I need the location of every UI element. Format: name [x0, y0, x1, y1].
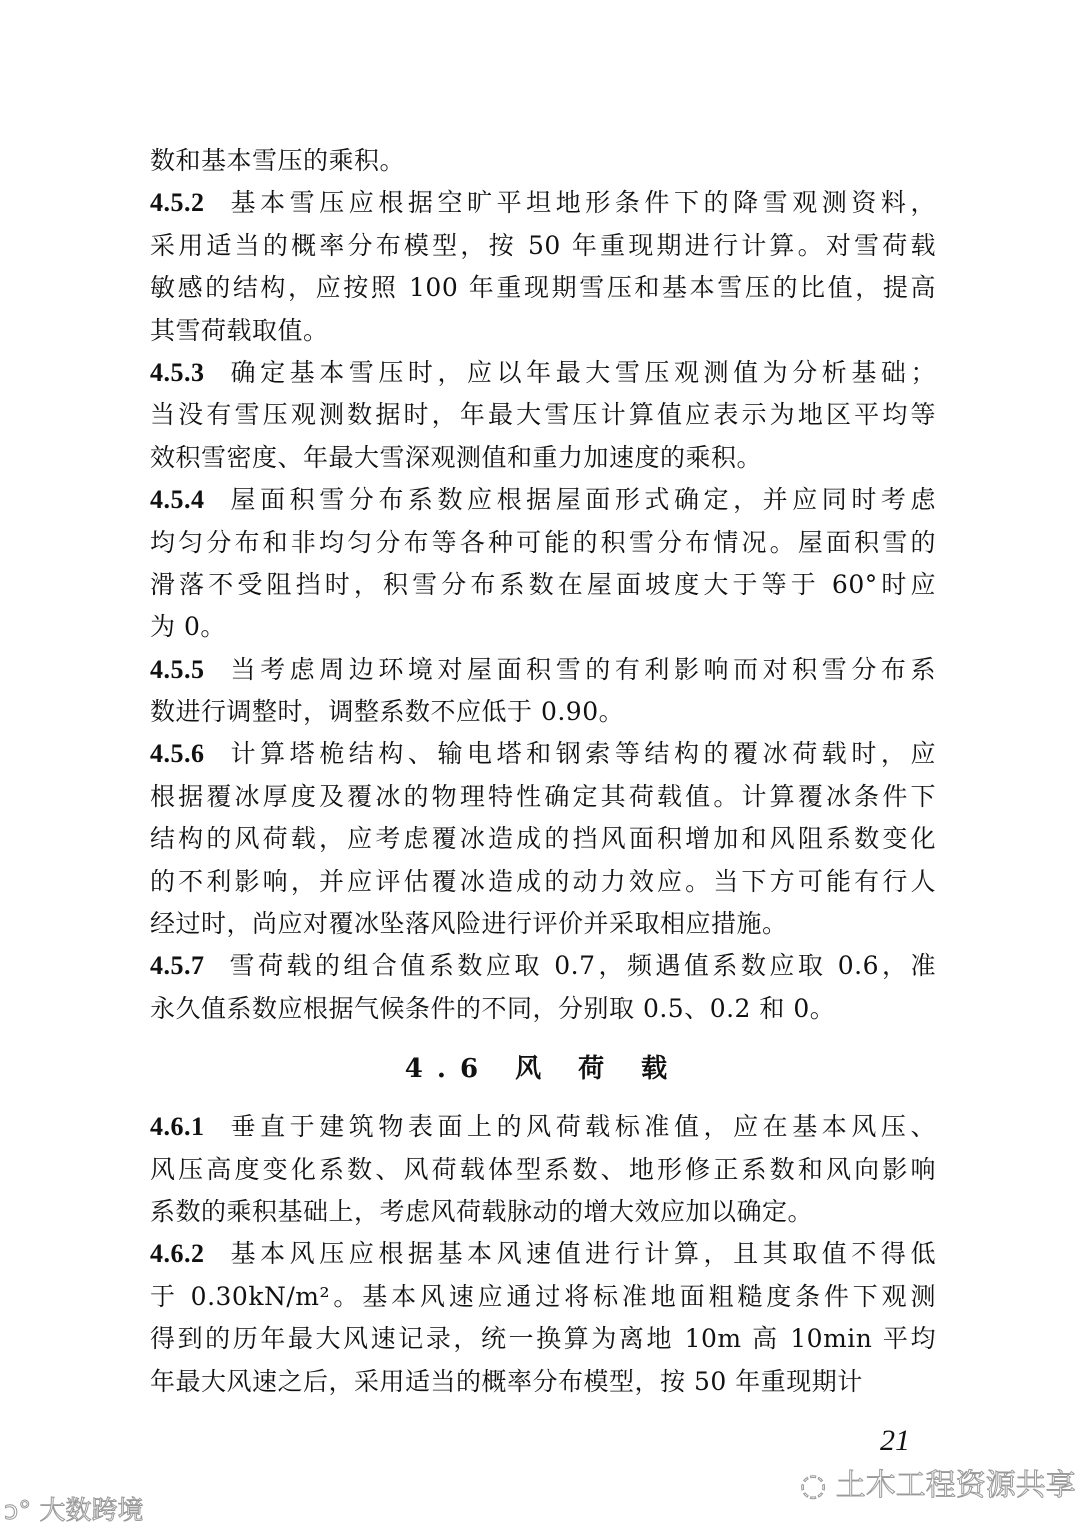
section-4-6-text — [150, 1106, 936, 1403]
text-line — [150, 1106, 936, 1148]
line-text: 敏感的结构，应按照 100 年重现期雪压和基本雪压的比值，提高 — [150, 273, 936, 303]
section-4-5-text — [150, 140, 936, 1030]
paragraph — [150, 945, 936, 1030]
text-line — [150, 564, 936, 606]
clause-number: 4.5.2 — [150, 188, 205, 218]
line-text: 于 0.30kN/m²。基本风速应通过将标准地面粗糙度条件下观测 — [150, 1281, 936, 1311]
paragraph — [150, 140, 936, 182]
paragraph — [150, 1233, 936, 1403]
wechat-icon: ◌ — [800, 1468, 836, 1503]
line-text: 数和基本雪压的乘积。 — [150, 146, 406, 175]
text-line — [150, 691, 936, 733]
text-line — [150, 140, 936, 182]
line-text: 屋面积雪分布系数应根据屋面形式确定，并应同时考虑 — [226, 485, 936, 515]
line-text: 当考虑周边环境对屋面积雪的有利影响而对积雪分布系 — [226, 654, 936, 684]
text-line — [150, 437, 936, 479]
line-text: 为 0。 — [150, 612, 226, 642]
line-text: 效积雪密度、年最大雪深观测值和重力加速度的乘积。 — [150, 442, 763, 472]
paragraph — [150, 479, 936, 649]
line-text: 其雪荷载取值。 — [150, 315, 329, 345]
line-text: 永久值系数应根据气候条件的不同，分别取 0.5、0.2 和 0。 — [150, 993, 836, 1023]
line-text: 基本雪压应根据空旷平坦地形条件下的降雪观测资料， — [226, 188, 936, 218]
text-line — [150, 733, 936, 775]
text-line — [150, 310, 936, 352]
paragraph — [150, 649, 936, 734]
clause-number: 4.5.5 — [150, 654, 205, 684]
clause-number: 4.6.1 — [150, 1112, 205, 1142]
line-text: 风压高度变化系数、风荷载体型系数、地形修正系数和风向影响 — [150, 1154, 936, 1184]
line-text: 数进行调整时，调整系数不应低于 0.90。 — [150, 697, 625, 727]
text-line — [150, 945, 936, 987]
text-line — [150, 394, 936, 436]
line-text: 垂直于建筑物表面上的风荷载标准值，应在基本风压、 — [226, 1112, 936, 1142]
line-text: 年最大风速之后，采用适当的概率分布模型，按 50 年重现期计 — [150, 1366, 863, 1396]
text-line — [150, 352, 936, 394]
line-text: 结构的风荷载，应考虑覆冰造成的挡风面积增加和风阻系数变化 — [150, 824, 936, 854]
text-line — [150, 649, 936, 691]
document-body — [150, 140, 936, 1403]
text-line — [150, 1191, 936, 1233]
line-text: 计算塔桅结构、输电塔和钢索等结构的覆冰荷载时，应 — [226, 739, 936, 769]
line-text: 基本风压应根据基本风速值进行计算，且其取值不得低 — [226, 1239, 936, 1269]
line-text: 确定基本雪压时，应以年最大雪压观测值为分析基础； — [226, 357, 936, 387]
clause-number: 4.5.7 — [150, 951, 205, 981]
clause-number: 4.6.2 — [150, 1239, 205, 1269]
line-text: 得到的历年最大风速记录，统一换算为离地 10m 高 10min 平均 — [150, 1324, 936, 1354]
text-line — [150, 988, 936, 1030]
text-line — [150, 522, 936, 564]
text-line — [150, 479, 936, 521]
line-text: 均匀分布和非均匀分布等各种可能的积雪分布情况。屋面积雪的 — [150, 527, 936, 557]
text-line — [150, 1149, 936, 1191]
line-text: 的不利影响，并应评估覆冰造成的动力效应。当下方可能有行人 — [150, 866, 936, 896]
text-line — [150, 225, 936, 267]
line-text: 采用适当的概率分布模型，按 50 年重现期进行计算。对雪荷载 — [150, 230, 936, 260]
paragraph — [150, 733, 936, 945]
page-number: 21 — [880, 1424, 910, 1457]
text-line — [150, 776, 936, 818]
text-line — [150, 861, 936, 903]
text-line — [150, 1233, 936, 1275]
paragraph — [150, 182, 936, 352]
paragraph — [150, 1106, 936, 1233]
line-text: 系数的乘积基础上，考虑风荷载脉动的增大效应加以确定。 — [150, 1196, 814, 1226]
watermark-brand: ↄ° 大数跨境 — [4, 1496, 144, 1526]
line-text: 经过时，尚应对覆冰坠落风险进行评价并采取相应措施。 — [150, 909, 788, 939]
text-line — [150, 182, 936, 224]
line-text: 根据覆冰厚度及覆冰的物理特性确定其荷载值。计算覆冰条件下 — [150, 781, 936, 811]
text-line — [150, 606, 936, 648]
clause-number: 4.5.4 — [150, 485, 205, 515]
clause-number: 4.5.6 — [150, 739, 205, 769]
text-line — [150, 818, 936, 860]
paragraph — [150, 352, 936, 479]
text-line — [150, 267, 936, 309]
line-text: 当没有雪压观测数据时，年最大雪压计算值应表示为地区平均等 — [150, 400, 936, 430]
watermark-wechat: ◌ 土木工程资源共享 — [800, 1468, 1076, 1503]
text-line — [150, 903, 936, 945]
clause-number: 4.5.3 — [150, 357, 205, 387]
text-line — [150, 1318, 936, 1360]
brand-logo-icon: ↄ° — [4, 1496, 40, 1526]
text-line — [150, 1361, 936, 1403]
line-text: 雪荷载的组合值系数应取 0.7，频遇值系数应取 0.6，准 — [226, 951, 936, 981]
section-heading: 4.6 风 荷 载 — [404, 1054, 682, 1085]
line-text: 滑落不受阻挡时，积雪分布系数在屋面坡度大于等于 60°时应 — [150, 569, 936, 599]
text-line — [150, 1276, 936, 1318]
